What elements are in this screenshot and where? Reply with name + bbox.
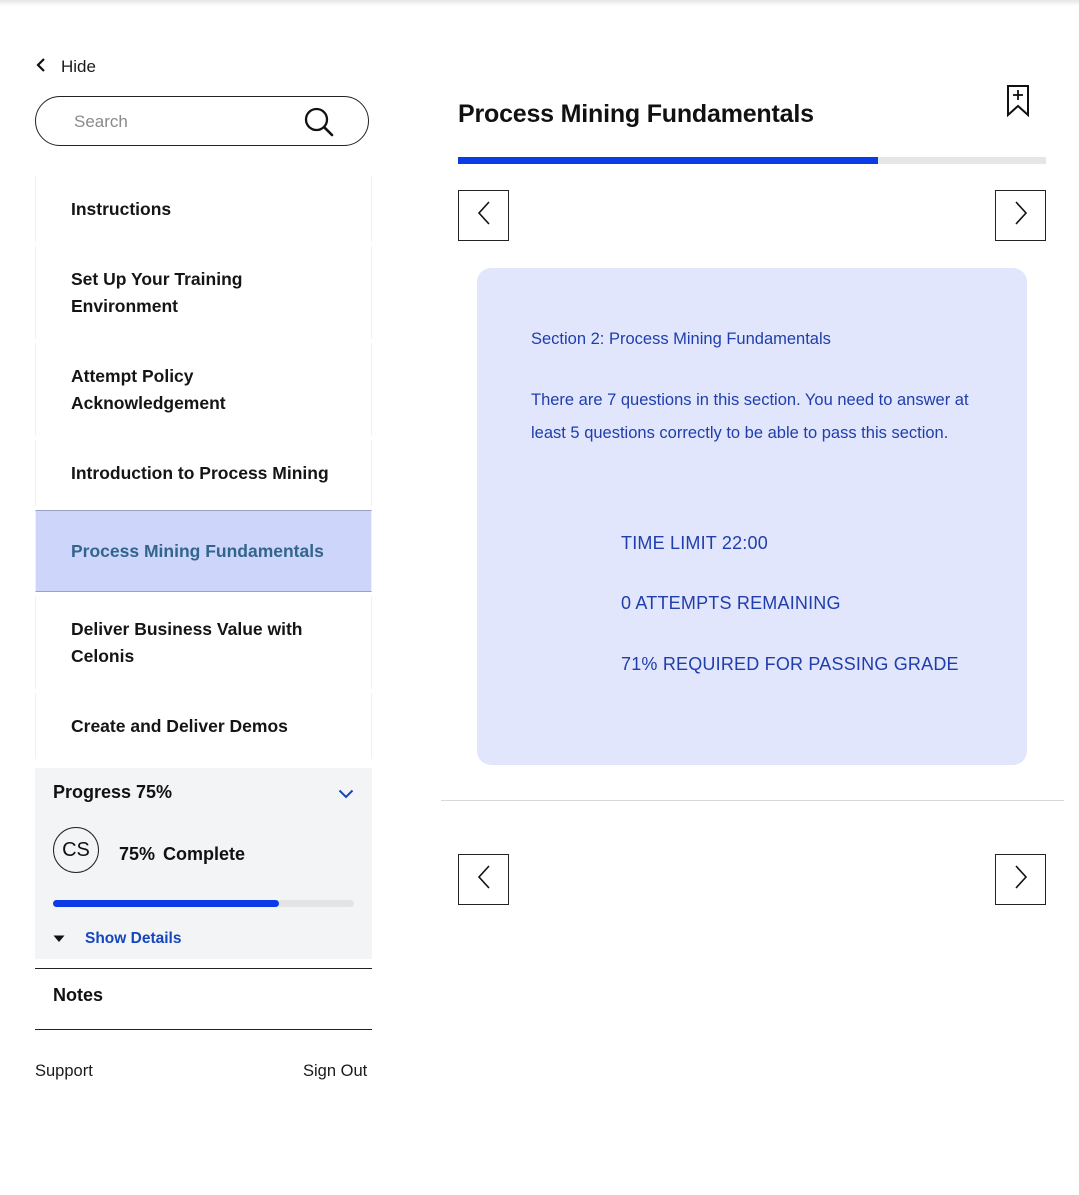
nav-item-setup-environment[interactable] <box>35 246 372 339</box>
nav-item-attempt-policy[interactable] <box>35 343 372 436</box>
hide-sidebar-button[interactable] <box>35 55 96 79</box>
section-nav <box>35 176 372 763</box>
avatar: CS <box>53 827 99 873</box>
attempts-remaining: 0 ATTEMPTS REMAINING <box>621 593 841 613</box>
section-heading: Section 2: Process Mining Fundamentals <box>531 330 831 348</box>
divider <box>441 800 1064 801</box>
page-title: Process Mining Fundamentals <box>458 100 814 128</box>
section-info-card <box>477 268 1027 765</box>
next-button-bottom[interactable] <box>995 854 1046 905</box>
progress-title: Progress 75% <box>53 782 173 802</box>
previous-button-bottom[interactable] <box>458 854 509 905</box>
top-shadow <box>0 0 1079 6</box>
time-limit: TIME LIMIT 22:00 <box>621 533 768 553</box>
chevron-left-icon <box>35 57 47 78</box>
nav-item-intro-process-mining[interactable] <box>35 440 372 506</box>
completion-percent: 75% <box>119 844 156 864</box>
chevron-right-icon <box>1014 864 1028 895</box>
nav-item-label: Process Mining Fundamentals <box>71 540 324 561</box>
passing-grade: 71% REQUIRED FOR PASSING GRADE <box>621 654 959 674</box>
section-description: There are 7 questions in this section. You need to answer at least 5 questions correctly to be able to pass this section. <box>531 391 969 442</box>
notes-section[interactable] <box>35 968 372 1030</box>
nav-item-label: Create and Deliver Demos <box>71 715 288 736</box>
nav-item-label: Attempt Policy Acknowledgement <box>71 365 226 413</box>
nav-item-process-mining-fundamentals[interactable] <box>35 510 372 592</box>
nav-item-deliver-business-value[interactable] <box>35 596 372 689</box>
hide-label: Hide <box>61 57 96 76</box>
caret-down-icon <box>53 930 65 948</box>
bookmark-add-icon[interactable] <box>1006 85 1030 122</box>
notes-label: Notes <box>53 985 104 1005</box>
progress-panel <box>35 768 372 959</box>
show-details-label: Show Details <box>85 930 182 947</box>
course-progress-fill <box>458 157 878 164</box>
chevron-left-icon <box>477 200 491 231</box>
show-details-toggle[interactable] <box>53 930 181 948</box>
next-button-top[interactable] <box>995 190 1046 241</box>
search-input[interactable] <box>72 107 296 137</box>
chevron-right-icon <box>1014 200 1028 231</box>
chevron-down-icon[interactable] <box>338 786 354 804</box>
nav-item-create-demos[interactable] <box>35 693 372 759</box>
nav-item-label: Set Up Your Training Environment <box>71 268 243 316</box>
sign-out-link[interactable]: Sign Out <box>303 1062 368 1080</box>
sidebar-progress-bar <box>53 900 354 907</box>
sidebar-progress-fill <box>53 900 279 907</box>
previous-button-top[interactable] <box>458 190 509 241</box>
nav-item-instructions[interactable] <box>35 176 372 242</box>
nav-item-label: Introduction to Process Mining <box>71 462 329 483</box>
chevron-left-icon <box>477 864 491 895</box>
nav-item-label: Instructions <box>71 198 172 219</box>
completion-text <box>119 844 245 865</box>
nav-item-label: Deliver Business Value with Celonis <box>71 618 303 666</box>
completion-label: Complete <box>163 844 246 864</box>
search-icon[interactable] <box>304 107 334 142</box>
support-link[interactable]: Support <box>35 1062 93 1080</box>
course-progress-bar <box>458 157 1046 164</box>
search-box <box>35 96 369 146</box>
